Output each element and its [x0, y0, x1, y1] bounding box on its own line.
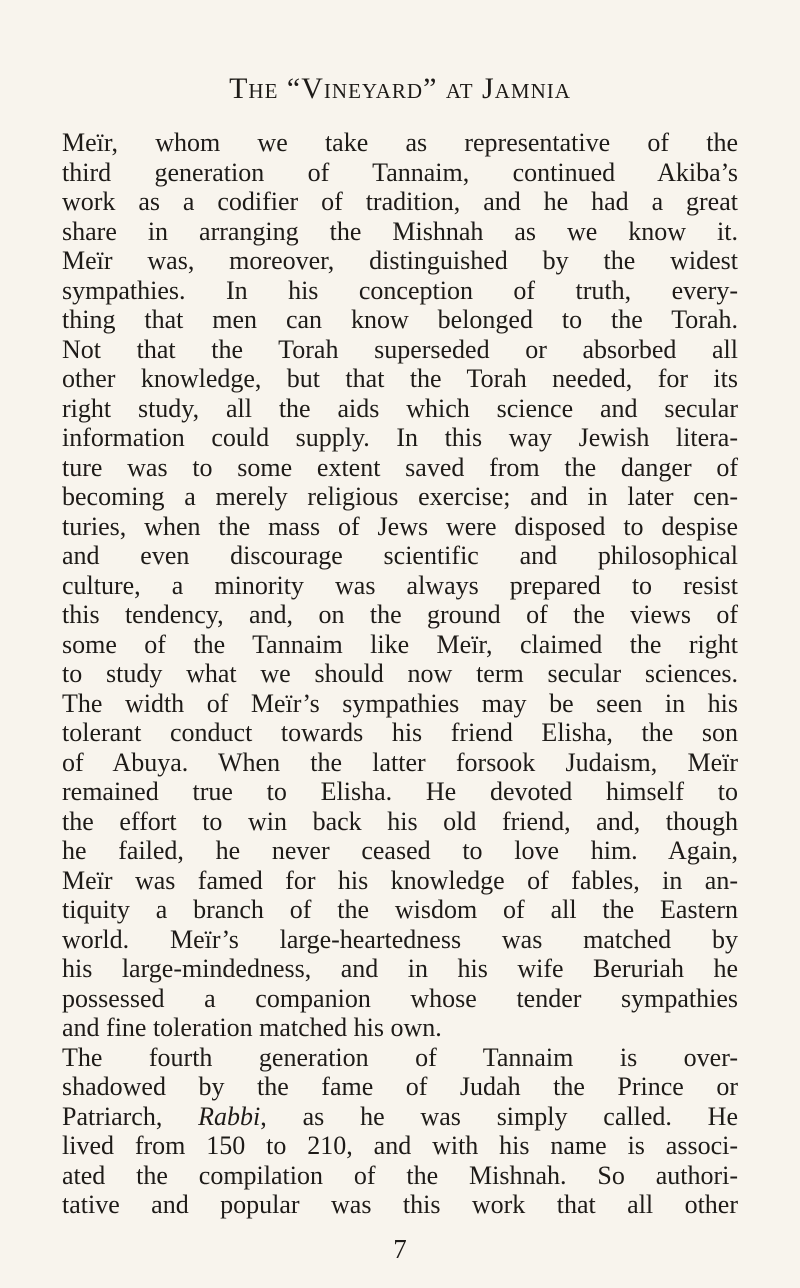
italic-rabbi: Rabbi: [198, 1101, 261, 1131]
text-line-5: Meïr was, moreover, distinguished by the widest: [62, 246, 738, 275]
text-line-19: to study what we should now term secular sciences.: [62, 659, 738, 688]
text-line-11: information could supply. In this way Jewish litera-: [62, 423, 738, 452]
text-line-6: sympathies. In his conception of truth, every-: [62, 275, 738, 305]
text-line-36: ated the compilation of the Mishnah. So authori-: [62, 1160, 738, 1190]
text-line-20: The width of Meïr’s sympathies may be seen in his: [62, 688, 738, 718]
text-line-2: third generation of Tannaim, continued Akiba’s: [62, 157, 738, 187]
text-line-18: some of the Tannaim like Meïr, claimed the right: [62, 629, 738, 659]
text-line-34: [62, 1102, 738, 1132]
text-line-29: his large-mindedness, and in his wife Beruriah he: [62, 954, 738, 983]
text-line-26: Meïr was famed for his knowledge of fables, in an-: [62, 865, 738, 895]
text-line-3: work as a codifier of tradition, and he had a great: [62, 187, 738, 216]
text-line-24: the effort to win back his old friend, and, though: [62, 806, 738, 836]
text-line-34-part-b: , as he was simply called. He: [260, 1101, 739, 1131]
text-line-16: culture, a minority was always prepared to resist: [62, 570, 738, 600]
page-number: 7: [393, 1234, 407, 1264]
text-line-10: right study, all the aids which science and secular: [62, 393, 738, 423]
text-line-28: world. Meïr’s large-heartedness was matched by: [62, 924, 738, 954]
text-line-31: and fine toleration matched his own.: [62, 1013, 442, 1042]
text-line-4: share in arranging the Mishnah as we know it.: [62, 216, 738, 246]
text-line-32: The fourth generation of Tannaim is over-: [62, 1042, 738, 1072]
text-line-37: tative and popular was this work that all other: [62, 1190, 738, 1219]
text-line-13: becoming a merely religious exercise; and in later cen-: [62, 482, 738, 511]
text-line-15: and even discourage scientific and philosophical: [62, 541, 738, 570]
text-line-23: remained true to Elisha. He devoted himself to: [62, 777, 738, 806]
text-line-7: thing that men can know belonged to the Torah.: [62, 305, 738, 334]
text-line-27: tiquity a branch of the wisdom of all the Eastern: [62, 895, 738, 924]
text-line-22: of Abuya. When the latter forsook Judaism, Meïr: [62, 747, 738, 777]
body-text: [62, 128, 738, 1220]
text-line-30: possessed a companion whose tender sympathies: [62, 983, 738, 1013]
text-line-1: Meïr, whom we take as representative of the: [62, 128, 738, 157]
text-line-34-part-a: Patriarch,: [62, 1101, 163, 1131]
text-line-25: he failed, he never ceased to love him. Again,: [62, 836, 738, 865]
text-line-17: this tendency, and, on the ground of the views of: [62, 600, 738, 629]
text-line-8: Not that the Torah superseded or absorbed all: [62, 334, 738, 364]
running-head: The “Vineyard” at Jamnia: [229, 72, 571, 105]
text-line-12: ture was to some extent saved from the danger of: [62, 452, 738, 482]
text-line-35: lived from 150 to 210, and with his name is associ-: [62, 1131, 738, 1160]
text-line-21: tolerant conduct towards his friend Elisha, the son: [62, 718, 738, 747]
text-line-14: turies, when the mass of Jews were disposed to despise: [62, 511, 738, 541]
text-line-33: shadowed by the fame of Judah the Prince or: [62, 1072, 738, 1101]
text-line-9: other knowledge, but that the Torah needed, for its: [62, 364, 738, 393]
